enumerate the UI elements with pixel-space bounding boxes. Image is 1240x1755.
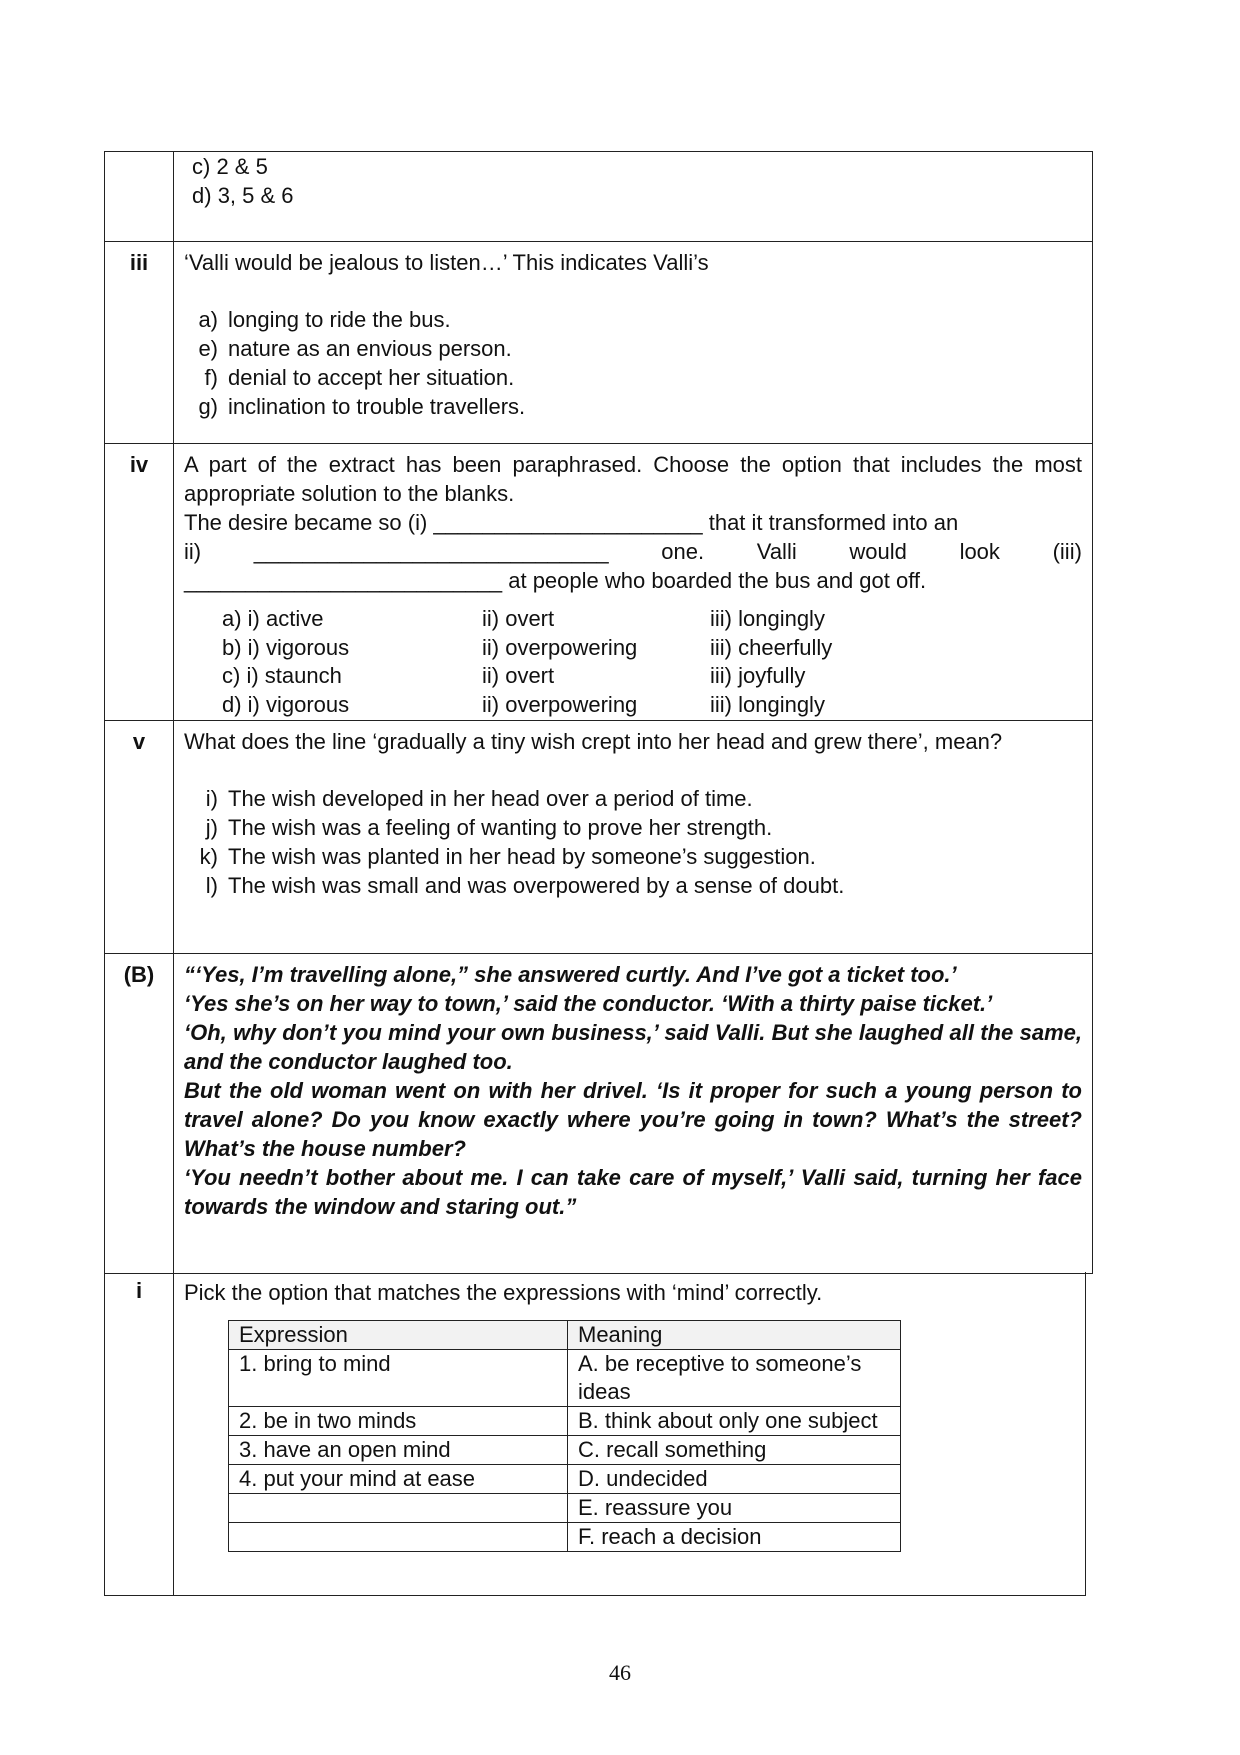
- option: g) inclination to trouble travellers.: [198, 394, 526, 419]
- paraphrase-line: The desire became so (i) ______________________ that it transformed into an: [184, 510, 959, 535]
- row-iii-content: [174, 242, 1093, 444]
- table-cell: 3. have an open mind: [229, 1436, 568, 1465]
- row-b: [105, 954, 1093, 1274]
- row-number: i: [105, 1272, 174, 1595]
- row-iv: [105, 444, 1093, 721]
- passage-line: But the old woman went on with her drivel. ‘Is it proper for such a young person to travel alone? Do you know exactly where you’re going in town? What’s the street? What’s the house number?: [184, 1078, 1082, 1161]
- row-iii: [105, 242, 1093, 444]
- row-v-content: [174, 721, 1093, 954]
- table-row: [229, 1350, 901, 1407]
- option: l) The wish was small and was overpowered by a sense of doubt.: [205, 873, 845, 898]
- table-row: [229, 1436, 901, 1465]
- table-cell: 4. put your mind at ease: [229, 1465, 568, 1494]
- passage-line: ‘Oh, why don’t you mind your own business,’ said Valli. But she laughed all the same, and the conductor laughed too.: [184, 1020, 1082, 1074]
- row-number: v: [105, 721, 174, 954]
- question-text: Pick the option that matches the expressions with ‘mind’ correctly.: [184, 1280, 823, 1305]
- table-cell: D. undecided: [568, 1465, 901, 1494]
- table-cell: A. be receptive to someone’s ideas: [568, 1350, 901, 1407]
- option: e) nature as an envious person.: [198, 336, 512, 361]
- question-table: [104, 151, 1093, 1274]
- row-cd: [105, 152, 1093, 242]
- table-row: [229, 1465, 901, 1494]
- passage-line: ‘You needn’t bother about me. I can take care of myself,’ Valli said, turning her face towards the window and staring out.”: [184, 1165, 1082, 1219]
- row-i-content: [174, 1272, 1086, 1595]
- header-cell: Meaning: [568, 1321, 901, 1350]
- table-cell: [229, 1494, 568, 1523]
- row-number: (B): [105, 954, 174, 1274]
- passage-line: ‘Yes she’s on her way to town,’ said the conductor. ‘With a thirty paise ticket.’: [184, 991, 993, 1016]
- header-cell: Expression: [229, 1321, 568, 1350]
- option: i) The wish developed in her head over a period of time.: [205, 786, 753, 811]
- page-number: 46: [609, 1660, 631, 1685]
- table-header: [229, 1321, 901, 1350]
- question-text: What does the line ‘gradually a tiny wish crept into her head and grew there’, mean?: [184, 729, 1003, 754]
- question-text: A part of the extract has been paraphrased. Choose the option that includes the most appropriate solution to the blanks.: [184, 452, 1082, 506]
- passage-line: “‘Yes, I’m travelling alone,” she answered curtly. And I’ve got a ticket too.’: [184, 962, 957, 987]
- paraphrase-line: __________________________ at people who boarded the bus and got off.: [184, 568, 927, 593]
- row-cd-content: [174, 152, 1093, 242]
- extract-passage: [174, 954, 1093, 1274]
- option: j) The wish was a feeling of wanting to prove her strength.: [205, 815, 773, 840]
- table-cell: E. reassure you: [568, 1494, 901, 1523]
- option: d) 3, 5 & 6: [192, 183, 294, 208]
- expression-meaning-table: [228, 1320, 901, 1552]
- question-text: ‘Valli would be jealous to listen…’ This indicates Valli’s: [184, 250, 709, 275]
- question-table-continued: [104, 1272, 1086, 1596]
- option: c) 2 & 5: [192, 154, 268, 179]
- table-cell: [229, 1523, 568, 1552]
- table-row: [229, 1407, 901, 1436]
- options-grid: a) i) active ii) overt iii) longingly b) i) vigorous ii) overpowering iii) cheerfully c) i) staunch ii) overt iii) joyfully d) i) vigorous ii) overpowering iii) longingly: [222, 606, 833, 717]
- table-row: [229, 1494, 901, 1523]
- table-cell: F. reach a decision: [568, 1523, 901, 1552]
- option: k) The wish was planted in her head by someone’s suggestion.: [199, 844, 816, 869]
- row-number: iv: [105, 444, 174, 721]
- table-row: [229, 1523, 901, 1552]
- table-cell: 2. be in two minds: [229, 1407, 568, 1436]
- option: a) longing to ride the bus.: [198, 307, 451, 332]
- option: f) denial to accept her situation.: [204, 365, 515, 390]
- table-cell: C. recall something: [568, 1436, 901, 1465]
- row-iv-content: [174, 444, 1093, 721]
- row-number: iii: [105, 242, 174, 444]
- paraphrase-line: ii) _____________________________ one. Valli would look (iii): [184, 539, 1082, 564]
- row-v: [105, 721, 1093, 954]
- table-cell: B. think about only one subject: [568, 1407, 901, 1436]
- row-i: [105, 1272, 1086, 1595]
- row-number-empty: [105, 152, 174, 242]
- table-cell: 1. bring to mind: [229, 1350, 568, 1407]
